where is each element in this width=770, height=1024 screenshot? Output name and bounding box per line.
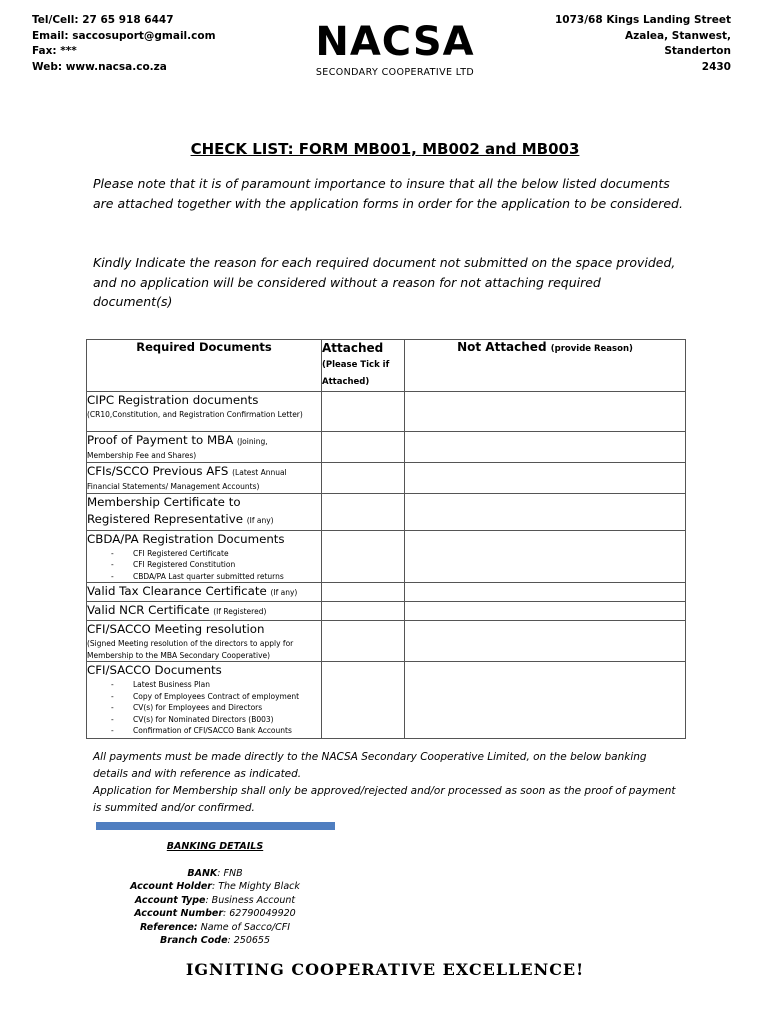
doc-note: (Joining,: [237, 437, 268, 446]
reason-cell[interactable]: [405, 432, 686, 463]
reason-cell[interactable]: [405, 392, 686, 432]
doc-name: CBDA/PA Registration Documents: [87, 531, 285, 546]
header-attached-label: Attached: [322, 341, 384, 355]
header-not-attached-note: (provide Reason): [550, 344, 633, 354]
doc-cell: [87, 583, 322, 602]
list-item: - CV(s) for Employees and Directors: [111, 702, 321, 714]
table-row: [87, 432, 686, 463]
doc-bullet-list: [87, 548, 321, 583]
reference-line: [100, 921, 330, 935]
reference-value: Name of Sacco/CFI: [197, 921, 291, 933]
doc-cell: [87, 463, 322, 494]
documents-table: [86, 339, 686, 739]
doc-cell: [87, 530, 322, 583]
doc-cell: [87, 432, 322, 463]
table-row: [87, 583, 686, 602]
table-row: [87, 602, 686, 621]
holder-value: : The Mighty Black: [212, 881, 300, 892]
address-line-4: 2430: [701, 60, 731, 73]
doc-name-text: CFIs/SCCO Previous AFS: [87, 464, 229, 478]
list-item: - Confirmation of CFI/SACCO Bank Accounts: [111, 725, 321, 737]
header-not-attached: [405, 340, 686, 392]
instruction-paragraph: Kindly Indicate the reason for each required document not submitted on the space provided, and no application will be considered without a reason for not attaching required document(s): [93, 255, 676, 309]
attached-tick-cell[interactable]: [322, 530, 405, 583]
list-item: - CV(s) for Nominated Directors (B003): [111, 714, 321, 726]
list-item: - CFI Registered Certificate: [111, 548, 321, 560]
page-title: CHECK LIST: FORM MB001, MB002 and MB003: [190, 140, 580, 158]
contact-web: Web: www.nacsa.co.za: [32, 60, 167, 73]
doc-name: [87, 602, 321, 620]
doc-name: CFI/SACCO Documents: [87, 663, 222, 677]
doc-note: (If Registered): [213, 607, 267, 616]
reason-cell[interactable]: [405, 530, 686, 583]
table-row: [87, 530, 686, 583]
number-label: Account Number: [134, 908, 224, 919]
doc-cell: [87, 662, 322, 739]
type-value: : Business Account: [205, 894, 296, 906]
doc-name: [87, 463, 321, 481]
banking-heading: BANKING DETAILS: [166, 841, 264, 852]
address-line-3: Standerton: [664, 45, 731, 57]
table-row: [87, 621, 686, 662]
reason-cell[interactable]: [405, 583, 686, 602]
table-row: [87, 392, 686, 432]
doc-cell: [87, 602, 322, 621]
list-item: - CFI Registered Constitution: [111, 559, 321, 571]
logo-subtitle: SECONDARY COOPERATIVE LTD: [315, 67, 475, 78]
payment-notes: [93, 749, 683, 817]
doc-note: (Latest Annual: [232, 468, 287, 477]
reason-cell[interactable]: [405, 602, 686, 621]
bank-value: : FNB: [217, 867, 243, 879]
doc-detail: (Signed Meeting resolution of the directors to apply for Membership to the MBA Secondary Cooperative): [87, 639, 294, 660]
doc-name: Membership Certificate to: [87, 494, 241, 509]
doc-bullet-list: [87, 679, 321, 737]
reason-cell[interactable]: [405, 621, 686, 662]
table-row: [87, 463, 686, 494]
type-line: [100, 894, 330, 908]
header-not-attached-label: Not Attached: [457, 340, 547, 354]
intro-paragraph: Please note that it is of paramount importance to insure that all the below listed documents are attached together with the application forms in order for the application to be considered.: [93, 176, 683, 211]
doc-detail: Financial Statements/ Management Accounts): [87, 482, 260, 491]
attached-tick-cell[interactable]: [322, 493, 405, 530]
holder-line: [100, 880, 330, 894]
contact-fax: Fax: ***: [32, 45, 77, 57]
doc-name-text: Proof of Payment to MBA: [87, 433, 234, 447]
number-value: : 62790049920: [223, 908, 296, 919]
attached-tick-cell[interactable]: [322, 583, 405, 602]
logo-name: NACSA: [315, 19, 475, 65]
number-line: [100, 907, 330, 921]
reference-label: Reference:: [139, 921, 198, 933]
doc-detail: (CR10,Constitution, and Registration Confirmation Letter): [87, 410, 303, 419]
branch-label: Branch Code: [159, 935, 228, 946]
doc-cell: [87, 621, 322, 662]
holder-label: Account Holder: [130, 881, 212, 892]
logo: [290, 20, 500, 78]
attached-tick-cell[interactable]: [322, 432, 405, 463]
doc-cell: [87, 392, 322, 432]
doc-name: CFI/SACCO Meeting resolution: [87, 622, 265, 636]
attached-tick-cell[interactable]: [322, 621, 405, 662]
contact-block: [32, 13, 216, 75]
table-header-row: [87, 340, 686, 392]
address-line-1: 1073/68 Kings Landing Street: [555, 14, 731, 26]
doc-name-text: Registered Representative: [87, 511, 243, 526]
reason-cell[interactable]: [405, 493, 686, 530]
slogan: IGNITING COOPERATIVE EXCELLENCE!: [185, 960, 585, 979]
doc-note: (If any): [246, 515, 274, 525]
type-label: Account Type: [134, 894, 206, 906]
reason-cell[interactable]: [405, 463, 686, 494]
attached-tick-cell[interactable]: [322, 662, 405, 739]
bank-line: [100, 867, 330, 881]
branch-value: : 250655: [227, 935, 271, 946]
payment-note-1: All payments must be made directly to the NACSA Secondary Cooperative Limited, on the below banking details and with reference as indicated.: [93, 751, 647, 780]
doc-cell: [87, 493, 322, 530]
address-block: [555, 13, 731, 75]
payment-note-2: Application for Membership shall only be approved/rejected and/or processed as soon as the proof of payment is summited and/or confirmed.: [93, 785, 676, 814]
doc-name: CIPC Registration documents: [87, 393, 259, 407]
doc-name-text: Valid Tax Clearance Certificate: [87, 584, 267, 598]
header-required-documents: Required Documents: [87, 340, 322, 392]
doc-name-line-2: [87, 511, 321, 529]
attached-tick-cell[interactable]: [322, 602, 405, 621]
doc-detail: Membership Fee and Shares): [87, 451, 197, 460]
contact-email: Email: saccosuport@gmail.com: [32, 29, 216, 42]
accent-bar: [96, 822, 335, 830]
list-item: - Latest Business Plan: [111, 679, 321, 691]
table-row: [87, 493, 686, 530]
list-item: - CBDA/PA Last quarter submitted returns: [111, 571, 321, 583]
list-item: - Copy of Employees Contract of employment: [111, 691, 321, 703]
bank-label: BANK: [187, 867, 218, 879]
reason-cell[interactable]: [405, 662, 686, 739]
header-attached-note: (Please Tick if Attached): [322, 360, 390, 387]
contact-tel: Tel/Cell: 27 65 918 6447: [32, 14, 174, 26]
banking-details: [100, 840, 330, 948]
branch-line: [100, 934, 330, 948]
attached-tick-cell[interactable]: [322, 392, 405, 432]
header-attached: [322, 340, 405, 392]
doc-name-text: Valid NCR Certificate: [87, 603, 210, 617]
table-row: [87, 662, 686, 739]
address-line-2: Azalea, Stanwest,: [625, 29, 731, 42]
attached-tick-cell[interactable]: [322, 463, 405, 494]
doc-note: (If any): [270, 588, 298, 597]
doc-name: [87, 583, 321, 601]
doc-name: [87, 432, 321, 450]
